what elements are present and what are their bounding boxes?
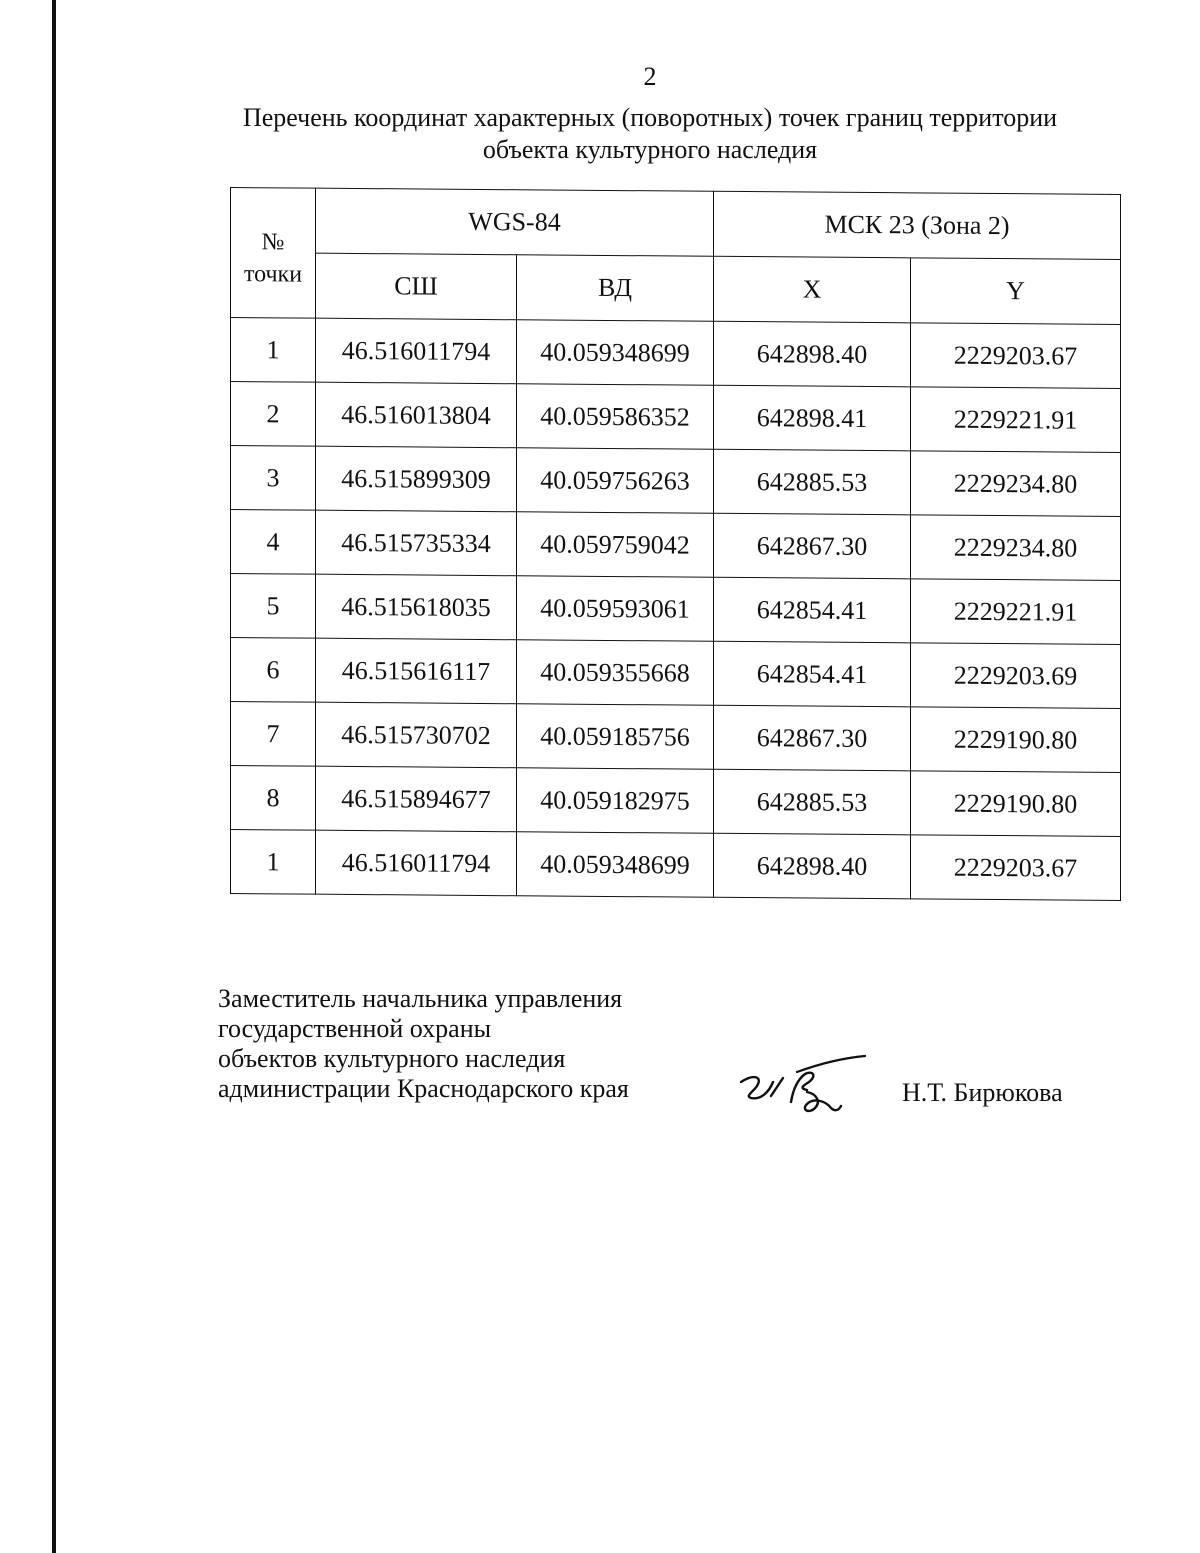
latitude-cell: 46.516013804 <box>316 382 517 448</box>
point-number-cell: 1 <box>231 318 316 383</box>
y-header: Y <box>911 258 1121 325</box>
point-number-cell: 1 <box>231 830 316 895</box>
table-row <box>231 510 1121 581</box>
longitude-cell: 40.059586352 <box>517 384 714 450</box>
x-cell: 642854.41 <box>714 641 911 707</box>
position-line-1: Заместитель начальника управления <box>218 984 623 1013</box>
x-cell: 642885.53 <box>714 769 911 835</box>
longitude-cell: 40.059756263 <box>517 448 714 514</box>
signatory-name: Н.Т. Бирюкова <box>902 1078 1063 1107</box>
table-row <box>231 830 1121 901</box>
scan-edge-line <box>52 0 56 1553</box>
latitude-cell: 46.515616117 <box>316 638 517 704</box>
x-cell: 642898.40 <box>714 321 911 387</box>
position-line-4: администрации Краснодарского края <box>218 1074 629 1103</box>
longitude-cell: 40.059185756 <box>517 704 714 770</box>
longitude-cell: 40.059355668 <box>517 640 714 706</box>
x-cell: 642898.41 <box>714 385 911 451</box>
table-row <box>231 638 1121 709</box>
y-cell: 2229190.80 <box>911 707 1121 773</box>
latitude-header: СШ <box>316 253 517 320</box>
title-line-2: объекта культурного наследия <box>482 135 818 164</box>
title-line-1: Перечень координат характерных (поворотных) точек границ территории <box>242 103 1058 132</box>
table-row <box>231 446 1121 517</box>
point-number-cell: 6 <box>231 638 316 703</box>
point-number-cell: 8 <box>231 766 316 831</box>
table-header-row-subcolumns <box>231 253 1121 325</box>
x-header: X <box>714 256 911 323</box>
y-cell: 2229203.69 <box>911 643 1121 709</box>
table-row <box>231 574 1121 645</box>
y-cell: 2229203.67 <box>911 323 1121 389</box>
latitude-cell: 46.515730702 <box>316 702 517 768</box>
page-number: 2 <box>643 62 657 91</box>
coordinates-table <box>230 187 1121 901</box>
latitude-cell: 46.516011794 <box>316 830 517 896</box>
document-title <box>200 102 1100 166</box>
point-header-symbol: № <box>261 229 285 256</box>
table-row <box>231 318 1121 389</box>
point-number-cell: 4 <box>231 510 316 575</box>
msk23-group-header: МСК 23 (Зона 2) <box>714 191 1121 259</box>
latitude-cell: 46.516011794 <box>316 318 517 384</box>
x-cell: 642854.41 <box>714 577 911 643</box>
handwritten-signature <box>735 1052 870 1127</box>
y-cell: 2229190.80 <box>911 771 1121 837</box>
longitude-header: ВД <box>517 255 714 322</box>
y-cell: 2229221.91 <box>911 579 1121 645</box>
y-cell: 2229203.67 <box>911 835 1121 901</box>
point-header-label: точки <box>243 261 303 288</box>
longitude-cell: 40.059348699 <box>517 320 714 386</box>
point-number-cell: 7 <box>231 702 316 767</box>
position-line-3: объектов культурного наследия <box>218 1044 566 1073</box>
signatory-position <box>218 984 629 1104</box>
point-number-cell: 2 <box>231 382 316 447</box>
table-row <box>231 702 1121 773</box>
latitude-cell: 46.515899309 <box>316 446 517 512</box>
wgs84-group-header: WGS-84 <box>316 188 714 256</box>
position-line-2: государственной охраны <box>218 1014 492 1043</box>
x-cell: 642867.30 <box>714 513 911 579</box>
latitude-cell: 46.515894677 <box>316 766 517 832</box>
longitude-cell: 40.059593061 <box>517 576 714 642</box>
y-cell: 2229234.80 <box>911 515 1121 581</box>
longitude-cell: 40.059182975 <box>517 768 714 834</box>
x-cell: 642898.40 <box>714 833 911 899</box>
table-row <box>231 766 1121 837</box>
x-cell: 642867.30 <box>714 705 911 771</box>
point-number-cell: 3 <box>231 446 316 511</box>
longitude-cell: 40.059348699 <box>517 832 714 898</box>
table-header-row-groups <box>231 188 1121 260</box>
table-row <box>231 382 1121 453</box>
latitude-cell: 46.515618035 <box>316 574 517 640</box>
point-number-cell: 5 <box>231 574 316 639</box>
longitude-cell: 40.059759042 <box>517 512 714 578</box>
point-number-header <box>231 188 316 319</box>
latitude-cell: 46.515735334 <box>316 510 517 576</box>
y-cell: 2229221.91 <box>911 387 1121 453</box>
x-cell: 642885.53 <box>714 449 911 515</box>
y-cell: 2229234.80 <box>911 451 1121 517</box>
